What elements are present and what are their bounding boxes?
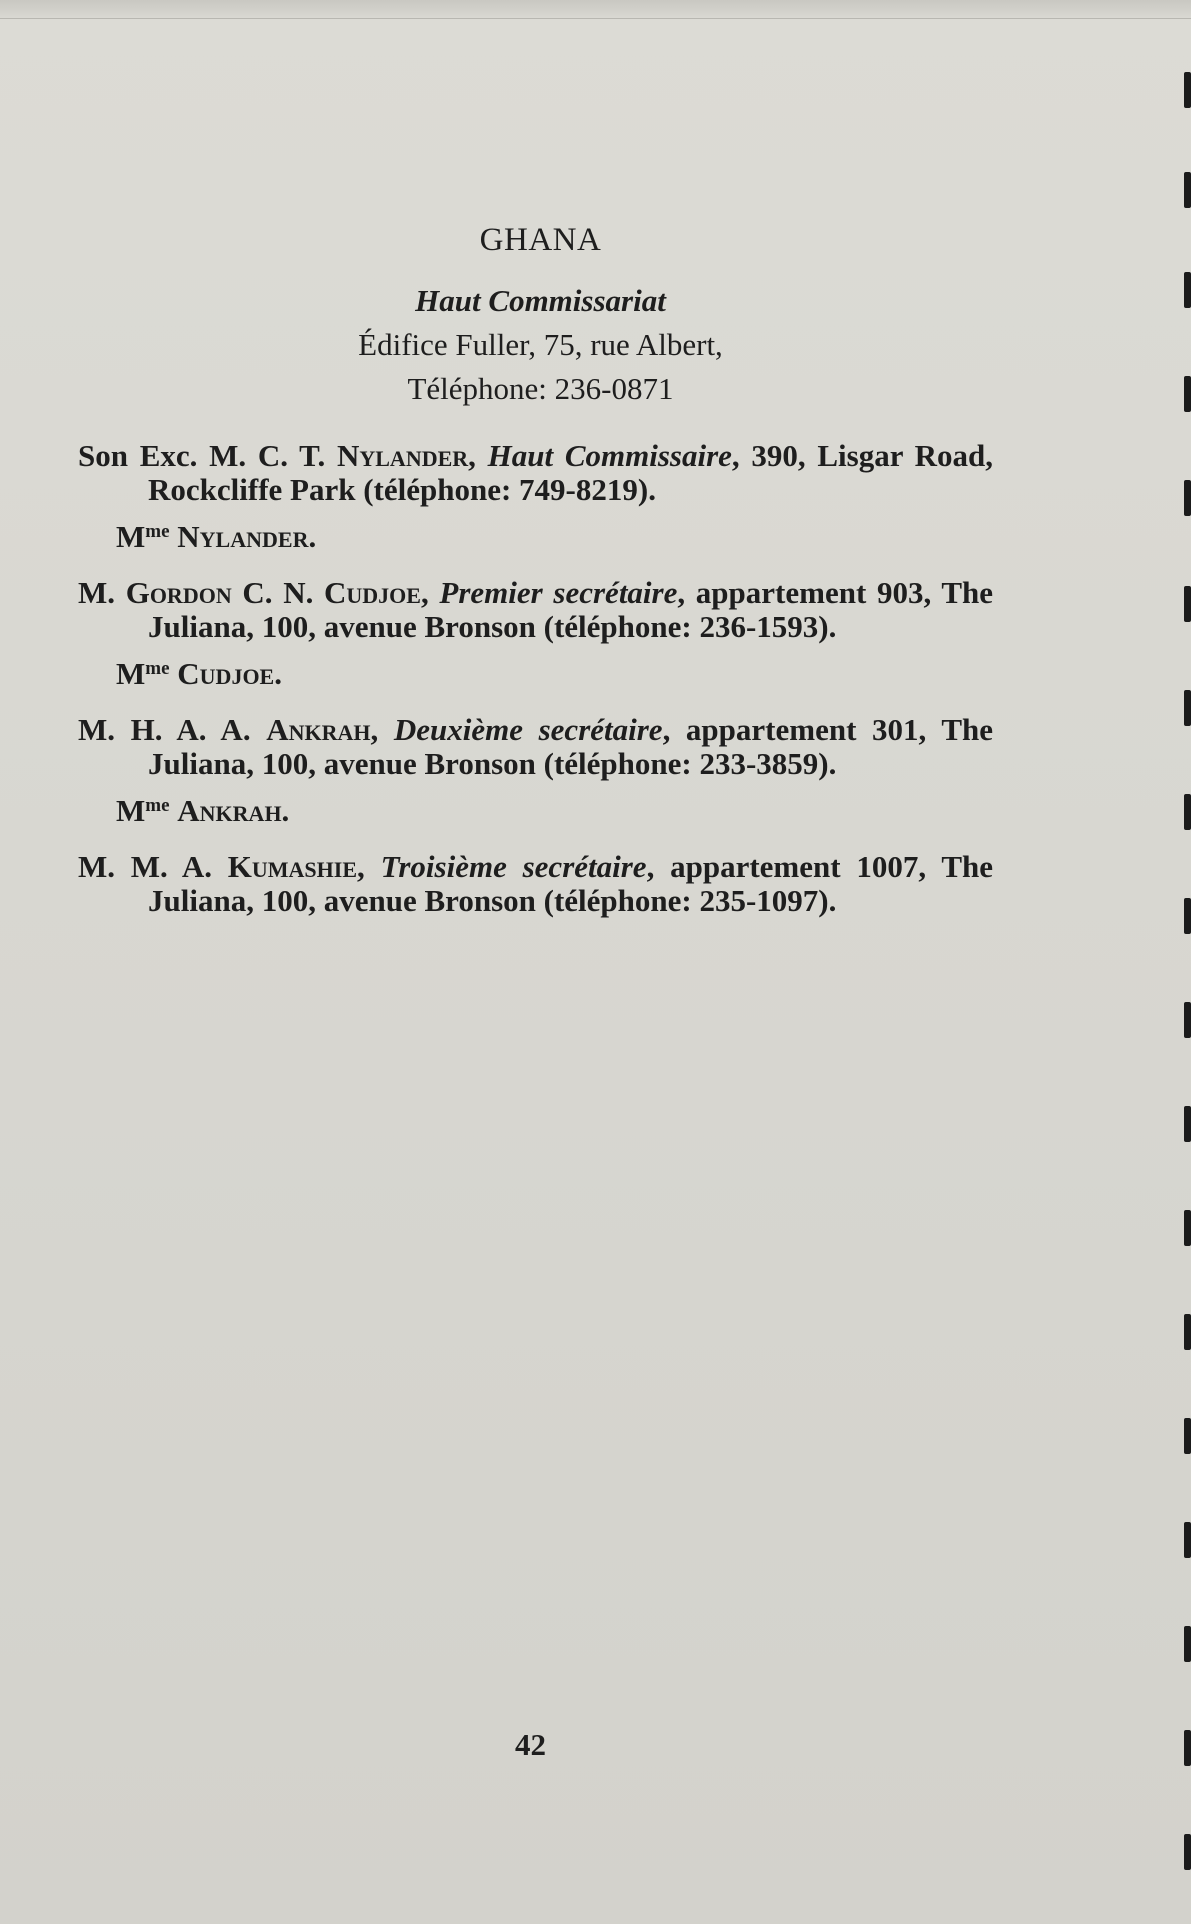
binding-hole <box>1184 794 1191 830</box>
spouse-line: $M^{me}$ Nylander. <box>116 519 317 554</box>
country-heading: GHANA <box>479 222 602 258</box>
binding-hole <box>1184 1106 1191 1142</box>
staff-entry-text: Son Exc. M. C. T. Nylander, Haut Commissaire, 390, Lisgar Road, Rockcliffe Park (téléphone: 749-8219). <box>78 438 993 507</box>
binding-hole <box>1184 1418 1191 1454</box>
binding-hole <box>1184 1626 1191 1662</box>
office-subtitle: Haut Commissariat <box>415 283 666 318</box>
staff-entry <box>78 850 993 918</box>
page-number: 42 <box>515 1727 546 1762</box>
binding-hole <box>1184 172 1191 208</box>
office-telephone: Téléphone: 236-0871 <box>407 371 674 406</box>
page-content <box>78 222 993 940</box>
staff-entry-text: M. M. A. Kumashie, Troisième secrétaire, appartement 1007, The Juliana, 100, avenue Bronson (téléphone: 235-1097). <box>78 849 993 918</box>
binding-hole <box>1184 72 1191 108</box>
binding-hole <box>1184 586 1191 622</box>
staff-entry-text: M. H. A. A. Ankrah, Deuxième secrétaire, appartement 301, The Juliana, 100, avenue Bronson (téléphone: 233-3859). <box>78 712 993 781</box>
page-top-edge <box>0 0 1191 19</box>
binding-hole <box>1184 690 1191 726</box>
binding-hole <box>1184 272 1191 308</box>
spouse-name: Nylander. <box>177 519 317 554</box>
entry-details: , 390, Lisgar Road, Rockcliffe Park (téléphone: 749-8219). <box>148 438 993 507</box>
entry-role: Deuxième secrétaire <box>393 712 663 747</box>
entry-details: , appartement 903, The Juliana, 100, avenue Bronson (téléphone: 236-1593). <box>148 575 994 644</box>
binding-hole <box>1184 1002 1191 1038</box>
binding-hole <box>1184 1834 1191 1870</box>
staff-entry-text: M. Gordon C. N. Cudjoe, Premier secrétaire, appartement 903, The Juliana, 100, avenue Bronson (téléphone: 236-1593). <box>78 575 994 644</box>
entry-title: Son Exc. M. C. T. <box>78 438 337 473</box>
spouse-name: Ankrah. <box>177 793 290 828</box>
entry-name: Kumashie <box>227 849 358 884</box>
entry-role: Troisième secrétaire <box>380 849 647 884</box>
staff-entry <box>78 576 993 691</box>
spiral-binding <box>1177 0 1191 1924</box>
entry-role: Haut Commissaire <box>487 438 732 473</box>
entry-name: Ankrah <box>266 712 371 747</box>
staff-entry <box>78 713 993 828</box>
entry-details: , appartement 301, The Juliana, 100, avenue Bronson (téléphone: 233-3859). <box>148 712 993 781</box>
binding-hole <box>1184 376 1191 412</box>
binding-hole <box>1184 1314 1191 1350</box>
entry-title: M. H. A. A. <box>78 712 267 747</box>
spouse-line: $M^{me}$ Ankrah. <box>116 793 290 828</box>
spouse-name: Cudjoe. <box>177 656 282 691</box>
staff-list <box>78 439 993 918</box>
entry-details: , appartement 1007, The Juliana, 100, avenue Bronson (téléphone: 235-1097). <box>148 849 993 918</box>
office-address: Édifice Fuller, 75, rue Albert, <box>358 327 723 362</box>
binding-hole <box>1184 1522 1191 1558</box>
spouse-line: $M^{me}$ Cudjoe. <box>116 656 282 691</box>
entry-name: Nylander <box>336 438 469 473</box>
binding-hole <box>1184 480 1191 516</box>
entry-role: Premier secrétaire <box>439 575 678 610</box>
entry-name: Gordon C. N. Cudjoe <box>125 575 421 610</box>
binding-hole <box>1184 1210 1191 1246</box>
entry-title: M. M. A. <box>78 849 228 884</box>
entry-title: M. <box>78 575 126 610</box>
staff-entry <box>78 439 993 554</box>
binding-hole <box>1184 1730 1191 1766</box>
binding-hole <box>1184 898 1191 934</box>
